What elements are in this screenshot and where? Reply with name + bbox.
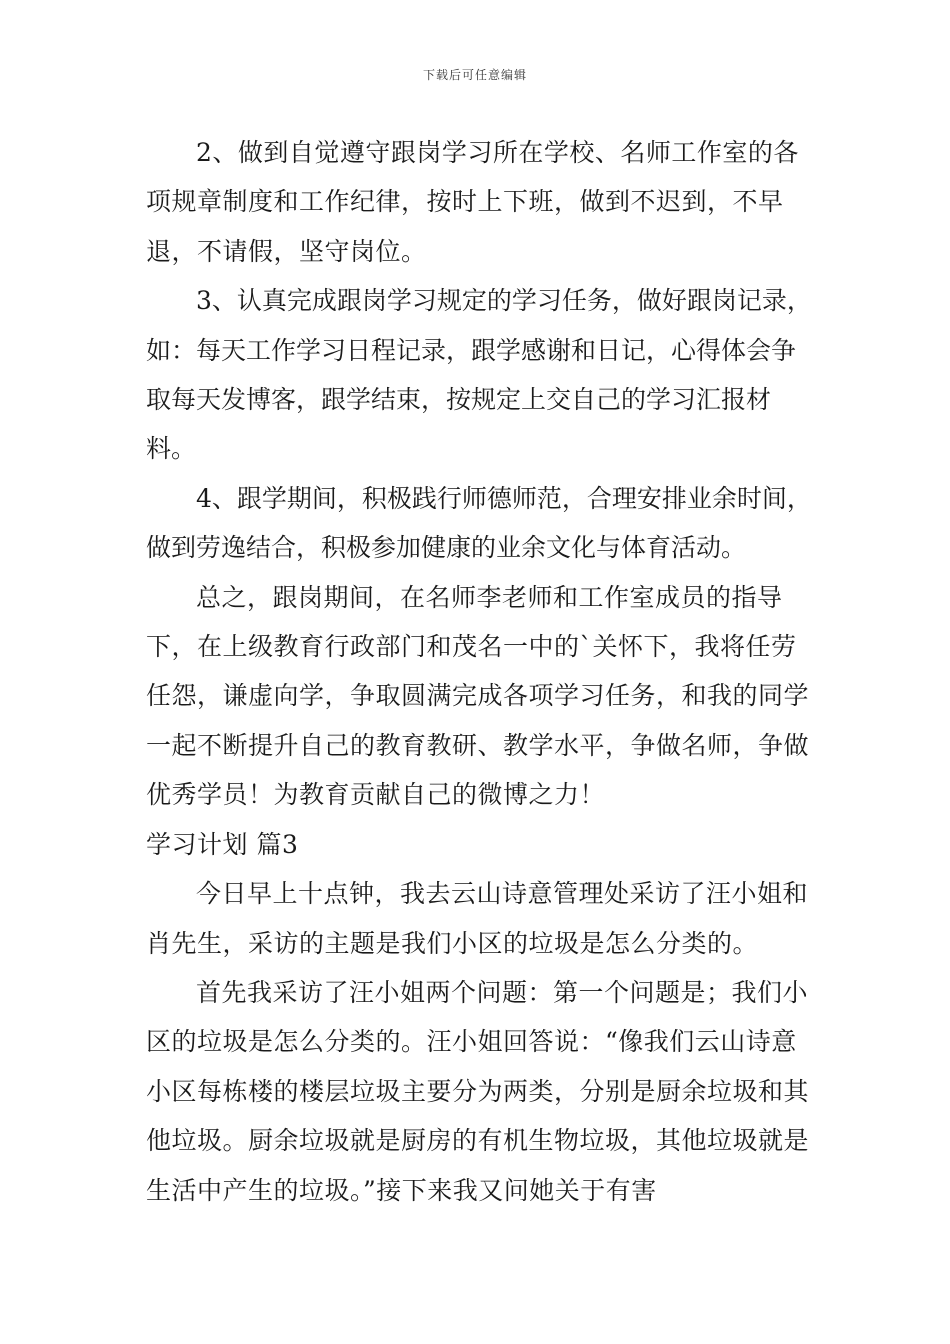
page-header: 下载后可任意编辑 (422, 68, 527, 82)
paragraph-summary: 总之，跟岗期间，在名师李老师和工作室成员的指导下，在上级教育行政部门和茂名一中的`关怀下，我将任劳任怨，谦虚向学，争取圆满完成各项学习任务，和我的同学一起不断提升自己的教育教研、教学水平，争做名师，争做优秀学员！为教育贡献自己的微博之力！ (146, 582, 810, 810)
paragraph-rule-4: 4、跟学期间，积极践行师德师范，合理安排业余时间，做到劳逸结合，积极参加健康的业余文化与体育活动。 (146, 483, 812, 563)
document-body (146, 128, 816, 1215)
paragraph-rule-2: 2、做到自觉遵守跟岗学习所在学校、名师工作室的各项规章制度和工作纪律，按时上下班，做到不迟到，不早退，不请假，坚守岗位。 (146, 138, 799, 266)
paragraph-rule-3: 3、认真完成跟岗学习规定的学习任务，做好跟岗记录，如：每天工作学习日程记录，跟学感谢和日记，心得体会争取每天发博客，跟学结束，按规定上交自己的学习汇报材料。 (146, 286, 812, 464)
paragraph-interview-detail: 首先我采访了汪小姐两个问题：第一个问题是；我们小区的垃圾是怎么分类的。汪小姐回答说：“像我们云山诗意小区每栋楼的楼层垃圾主要分为两类，分别是厨余垃圾和其他垃圾。厨余垃圾就是厨房的有机生物垃圾，其他垃圾就是生活中产生的垃圾。”接下来我又问她关于有害 (146, 977, 810, 1205)
paragraph-interview-intro: 今日早上十点钟，我去云山诗意管理处采访了汪小姐和肖先生，采访的主题是我们小区的垃圾是怎么分类的。 (146, 879, 809, 958)
section-title: 学习计划 篇3 (146, 829, 299, 859)
